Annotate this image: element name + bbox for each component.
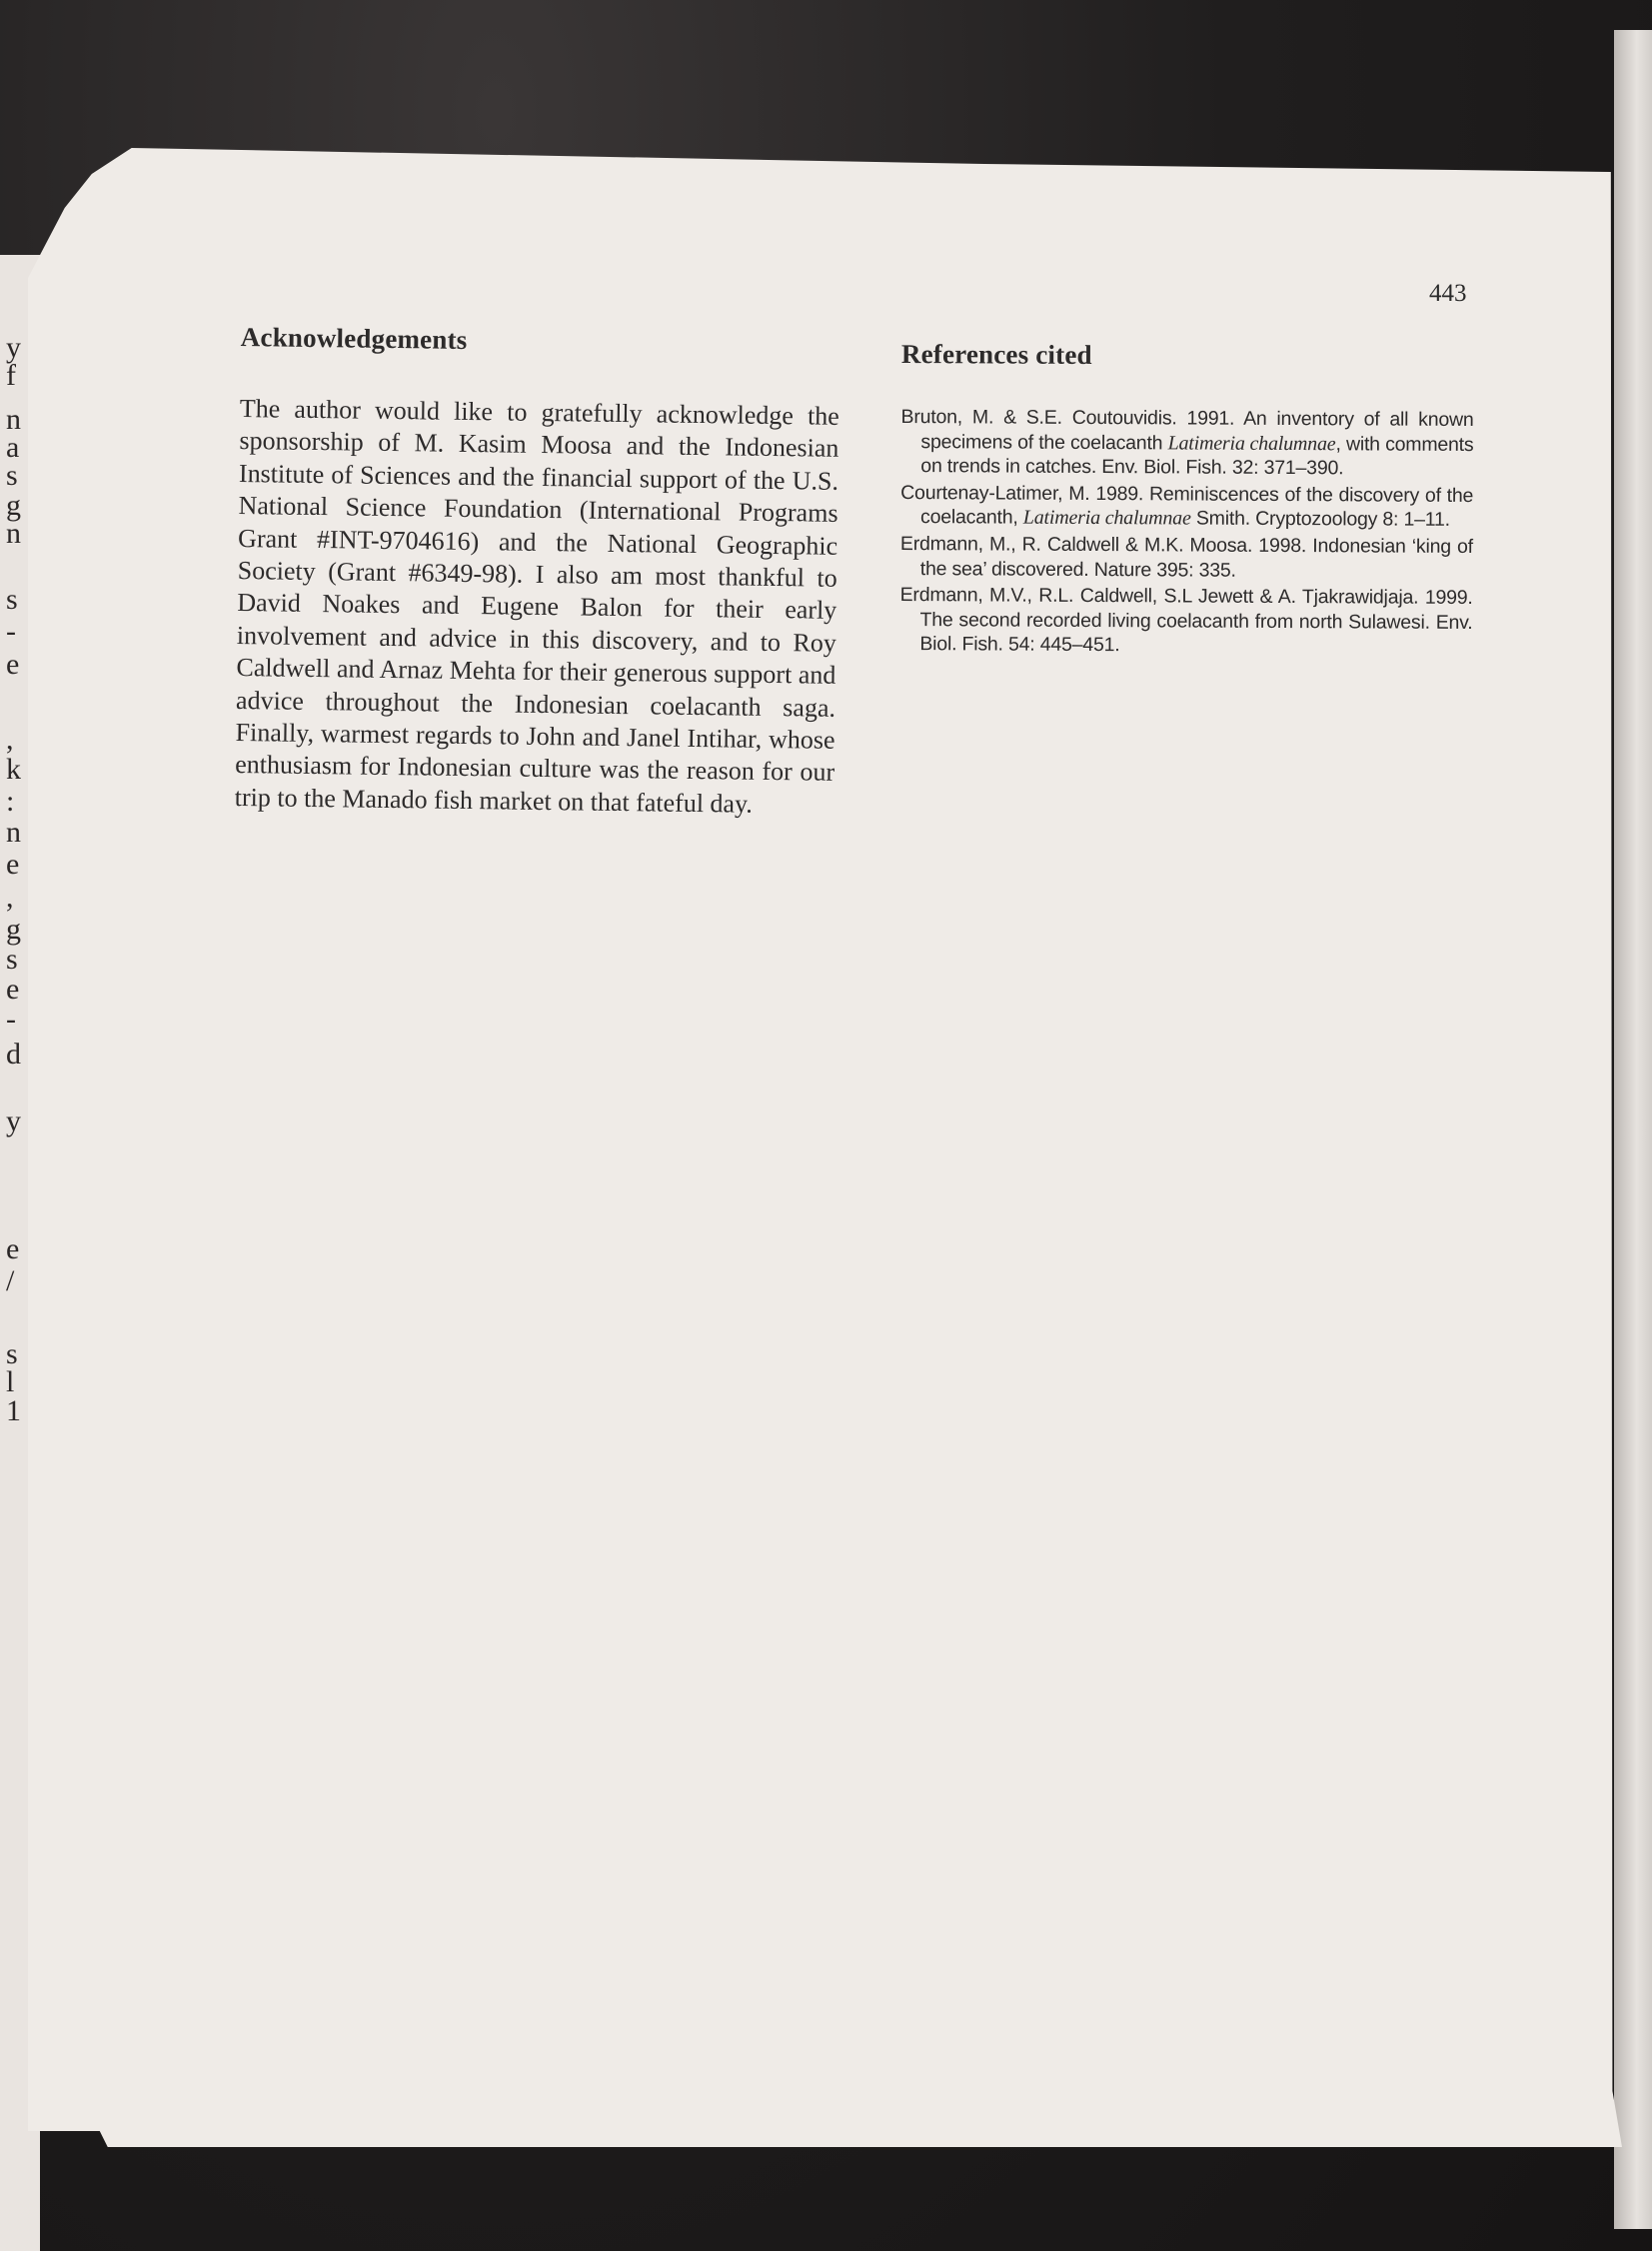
- bleed-through-letter: ,: [6, 881, 14, 914]
- bleed-through-letter: n: [6, 517, 21, 550]
- bleed-through-letter: y: [6, 1105, 21, 1137]
- references-heading: References cited: [900, 339, 1092, 370]
- acknowledgements-heading: Acknowledgements: [240, 322, 468, 355]
- bleed-through-letter: s: [6, 943, 18, 976]
- bleed-through-letter: s: [6, 1337, 18, 1370]
- reference-item: Erdmann, M.V., R.L. Caldwell, S.L Jewett & A. Tjakrawidjaja. 1999. The second recorded living coelacanth from north Sulawesi. Env. Biol. Fish. 54: 445–451.: [899, 584, 1473, 657]
- bleed-through-letter: k: [6, 753, 21, 786]
- bleed-through-letter: a: [6, 431, 20, 464]
- reference-item: Courtenay-Latimer, M. 1989. Reminiscences of the discovery of the coelacanth, Latimeria chalumnae Smith. Cryptozoology 8: 1–11.: [900, 481, 1474, 532]
- bleed-through-letter: f: [6, 359, 16, 392]
- bleed-through-letter: e: [6, 973, 20, 1006]
- bleed-through-letter: -: [6, 615, 16, 648]
- bleed-through-letter: e: [6, 1232, 20, 1265]
- bleed-through-letter: g: [6, 489, 21, 522]
- bleed-through-letter: l: [6, 1365, 15, 1398]
- bleed-through-letter: s: [6, 583, 18, 616]
- acknowledgements-section: [235, 322, 840, 822]
- reference-item: Erdmann, M., R. Caldwell & M.K. Moosa. 1998. Indonesian ‘king of the sea’ discovered. Nature 395: 335.: [899, 532, 1473, 582]
- bleed-through-letter: /: [6, 1264, 15, 1297]
- bleed-through-letter: ,: [6, 723, 14, 756]
- references-section: [899, 339, 1474, 662]
- bleed-through-letter: e: [6, 648, 20, 681]
- bleed-through-letter: :: [6, 785, 15, 818]
- reference-item: Bruton, M. & S.E. Coutouvidis. 1991. An inventory of all known specimens of the coelacanth Latimeria chalumnae, with comments on trends in catches. Env. Biol. Fish. 32: 371–390.: [900, 405, 1474, 480]
- bleed-through-letter: e: [6, 848, 20, 881]
- bleed-through-letter: -: [6, 1003, 16, 1036]
- bleed-through-letter: 1: [6, 1394, 21, 1427]
- acknowledgements-body: The author would like to gratefully acknowledge the sponsorship of M. Kasim Moosa and the Indonesian Institute of Sciences and the financial support of the U.S. National Science Foundation (International Programs Grant #INT-9704616) and the National Geographic Society (Grant #6349-98). I also am most thankful to David Noakes and Eugene Balon for their early involvement and advice in this discovery, and to Roy Caldwell and Arnaz Mehta for their generous support and advice throughout the Indonesian coelacanth saga. Finally, warmest regards to John and Janel Intihar, whose enthusiasm for Indonesian culture was the reason for our trip to the Manado fish market on that fateful day.: [234, 393, 840, 819]
- bleed-through-letter: n: [6, 403, 21, 436]
- bleed-through-letter: g: [6, 913, 21, 946]
- bleed-through-letter: n: [6, 816, 21, 849]
- bleed-through-letter: y: [6, 331, 21, 364]
- page-number: 443: [1429, 280, 1467, 307]
- bleed-through-letter: d: [6, 1038, 21, 1071]
- underlying-page-right-edge: [1614, 30, 1652, 2229]
- bleed-through-letter: s: [6, 459, 18, 492]
